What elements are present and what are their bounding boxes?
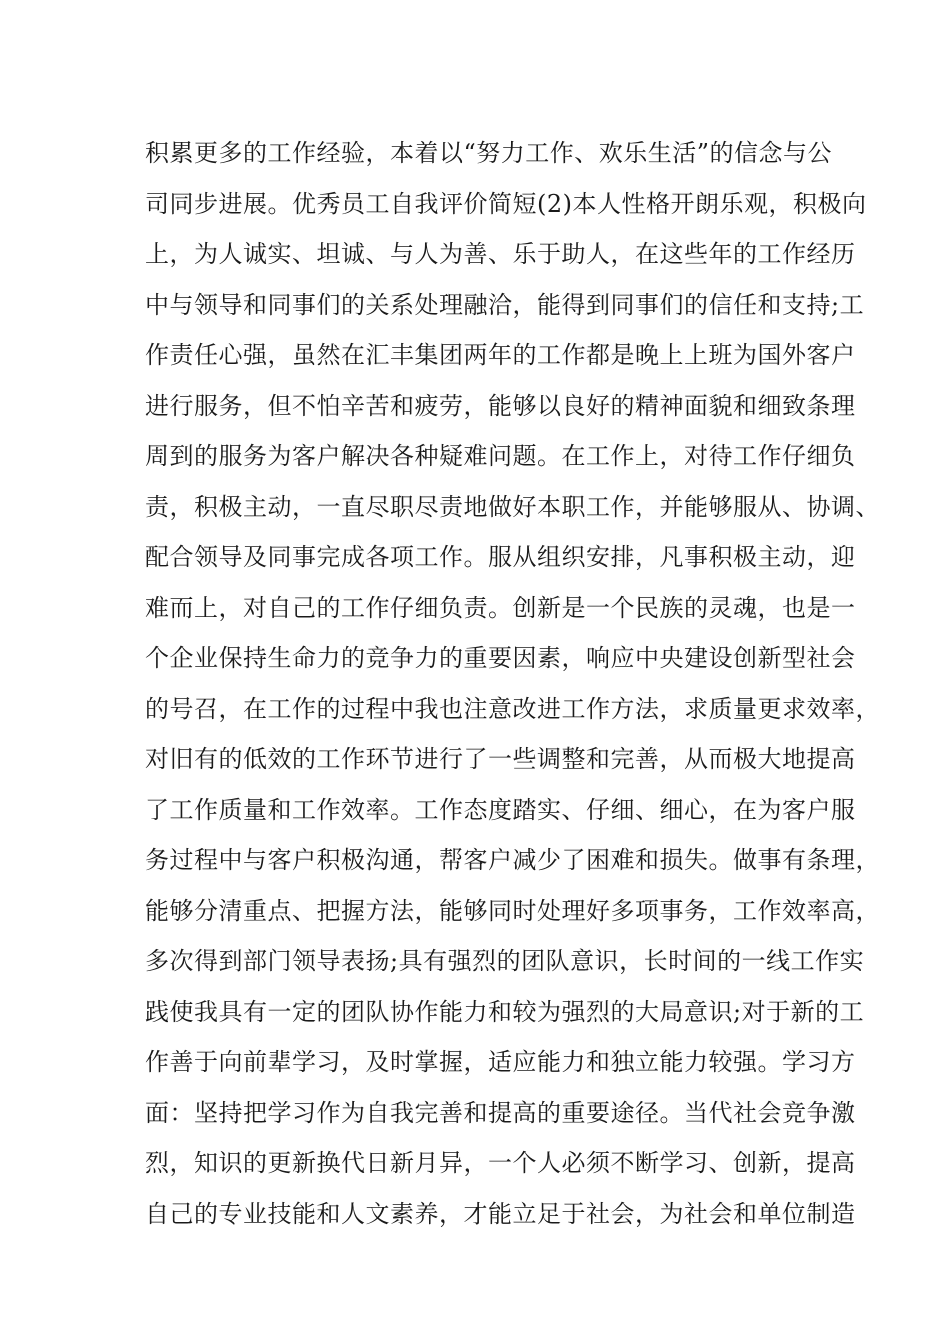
- text-line: 配合领导及同事完成各项工作。服从组织安排，凡事积极主动，迎: [145, 543, 856, 571]
- text-line: 进行服务，但不怕辛苦和疲劳，能够以良好的精神面貌和细致条理: [145, 391, 856, 420]
- text-line: 积累更多的工作经验，本着以“努力工作、欢乐生活”的信念与公: [145, 139, 833, 167]
- text-line: 的号召，在工作的过程中我也注意改进工作方法，求质量更求效率，: [145, 694, 880, 723]
- text-line: 作责任心强，虽然在汇丰集团两年的工作都是晚上上班为国外客户: [145, 341, 856, 369]
- text-line: 多次得到部门领导表扬;具有强烈的团队意识，长时间的一线工作实: [145, 947, 865, 975]
- text-line: 上，为人诚实、坦诚、与人为善、乐于助人，在这些年的工作经历: [145, 240, 856, 268]
- text-line: 践使我具有一定的团队协作能力和较为强烈的大局意识;对于新的工: [145, 997, 865, 1026]
- text-line: 对旧有的低效的工作环节进行了一些调整和完善，从而极大地提高: [145, 745, 856, 773]
- text-line: 难而上，对自己的工作仔细负责。创新是一个民族的灵魂，也是一: [145, 593, 856, 622]
- text-line: 责，积极主动，一直尽职尽责地做好本职工作，并能够服从、协调、: [145, 492, 880, 521]
- text-line: 了工作质量和工作效率。工作态度踏实、仔细、细心，在为客户服: [145, 795, 856, 824]
- text-line: 自己的专业技能和人文素养，才能立足于社会，为社会和单位制造: [145, 1199, 856, 1228]
- text-line: 能够分清重点、把握方法，能够同时处理好多项事务，工作效率高，: [145, 896, 880, 925]
- text-line: 中与领导和同事们的关系处理融洽，能得到同事们的信任和支持;工: [145, 290, 865, 319]
- text-line: 作善于向前辈学习，及时掌握，适应能力和独立能力较强。学习方: [145, 1048, 856, 1076]
- text-line: 面：坚持把学习作为自我完善和提高的重要途径。当代社会竞争激: [145, 1098, 856, 1127]
- text-line: 务过程中与客户积极沟通，帮客户减少了困难和损失。做事有条理，: [145, 846, 880, 874]
- text-line: 周到的服务为客户解决各种疑难问题。在工作上，对待工作仔细负: [145, 442, 856, 470]
- text-line: 个企业保持生命力的竞争力的重要因素，响应中央建设创新型社会: [145, 644, 856, 672]
- text-line: 烈，知识的更新换代日新月异，一个人必须不断学习、创新，提高: [145, 1149, 856, 1177]
- text-line: 司同步进展。优秀员工自我评价简短(2)本人性格开朗乐观，积极向: [145, 189, 867, 218]
- body-text: [145, 128, 880, 1239]
